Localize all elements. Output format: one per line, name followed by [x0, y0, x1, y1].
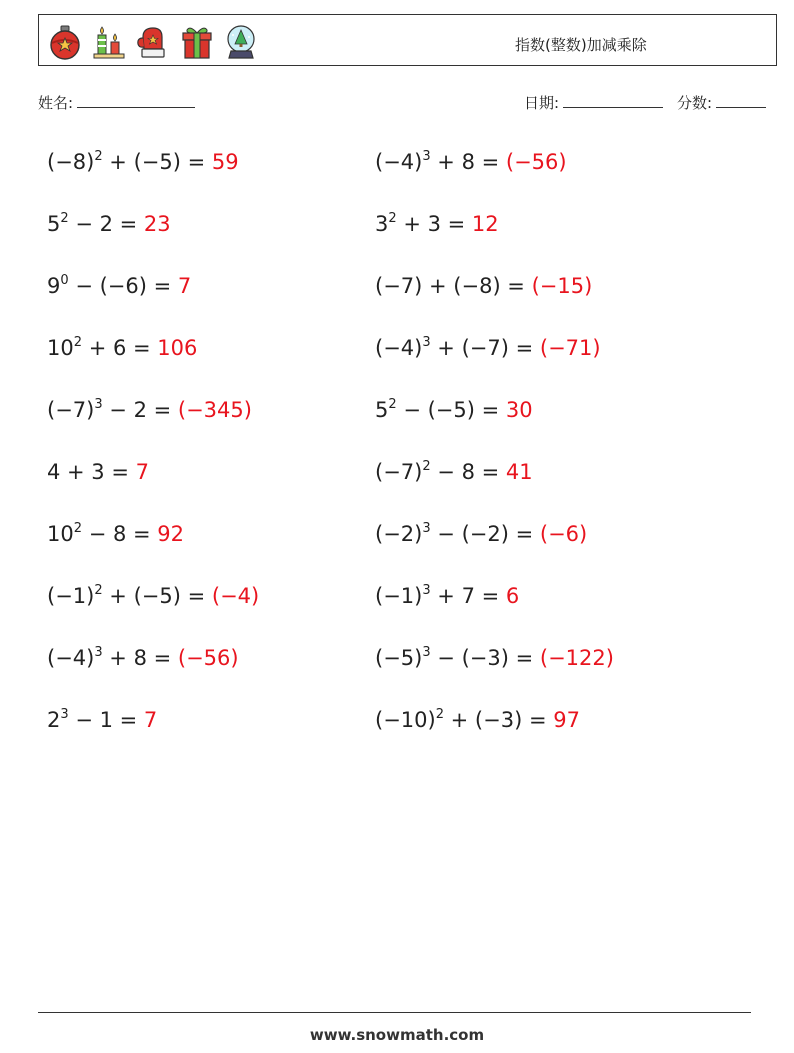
problem-row	[47, 698, 727, 760]
problem-row	[47, 450, 727, 512]
exponent: 0	[60, 273, 69, 288]
exponent: 2	[94, 149, 103, 164]
expression-text: − 8 =	[82, 522, 158, 546]
exponent: 2	[435, 707, 444, 722]
problem	[47, 326, 197, 370]
expression-text: 3	[375, 212, 389, 236]
expression-text: 5	[47, 212, 61, 236]
date-blank[interactable]	[563, 93, 663, 108]
expression-text: + 8 =	[430, 150, 506, 174]
exponent: 3	[422, 335, 431, 350]
expression-text: (−7)	[375, 460, 423, 484]
problem	[375, 388, 533, 432]
problem	[375, 202, 499, 246]
expression-text: 4 + 3 =	[47, 460, 136, 484]
problem-grid	[47, 140, 727, 760]
expression-text: + 7 =	[430, 584, 506, 608]
problem-row	[47, 202, 727, 264]
exponent: 2	[422, 459, 431, 474]
answer: 30	[505, 398, 533, 422]
answer: 12	[471, 212, 499, 236]
answer: 41	[505, 460, 533, 484]
footer-website: www.snowmath.com	[309, 1026, 485, 1044]
score-field	[677, 92, 766, 113]
expression-text: (−5)	[375, 646, 423, 670]
expression-text: (−4)	[375, 336, 423, 360]
answer: 7	[143, 708, 158, 732]
answer: 23	[143, 212, 171, 236]
exponent: 3	[60, 707, 69, 722]
problem	[47, 636, 239, 680]
expression-text: (−2)	[375, 522, 423, 546]
expression-text: + 6 =	[82, 336, 158, 360]
problem	[47, 574, 259, 618]
problem	[47, 512, 184, 556]
problem-row	[47, 636, 727, 698]
answer: (−71)	[539, 336, 601, 360]
expression-text: + 3 =	[396, 212, 472, 236]
exponent: 3	[94, 645, 103, 660]
answer: (−4)	[211, 584, 260, 608]
problem	[375, 698, 580, 742]
date-field	[524, 92, 663, 113]
exponent: 3	[422, 149, 431, 164]
exponent: 3	[422, 645, 431, 660]
expression-text: (−1)	[375, 584, 423, 608]
expression-text: (−7) + (−8) =	[375, 274, 532, 298]
answer: (−345)	[177, 398, 252, 422]
answer: (−6)	[539, 522, 588, 546]
expression-text: 2	[47, 708, 61, 732]
expression-text: 5	[375, 398, 389, 422]
problem-row	[47, 388, 727, 450]
expression-text: − 2 =	[68, 212, 144, 236]
worksheet-title: 指数(整数)加减乘除	[515, 36, 647, 54]
problem	[375, 264, 592, 308]
problem	[47, 202, 171, 246]
name-blank[interactable]	[77, 93, 195, 108]
answer: 7	[177, 274, 192, 298]
expression-text: (−1)	[47, 584, 95, 608]
answer: (−122)	[539, 646, 614, 670]
answer: 7	[135, 460, 149, 484]
problem	[375, 140, 567, 184]
mitten-icon	[134, 23, 172, 61]
exponent: 2	[73, 521, 83, 536]
name-field	[38, 92, 195, 113]
exponent: 3	[422, 521, 431, 536]
expression-text: (−8)	[47, 150, 95, 174]
expression-text: (−7)	[47, 398, 95, 422]
problem	[47, 140, 239, 184]
problem	[47, 264, 191, 308]
problem-row	[47, 326, 727, 388]
expression-text: − (−2) =	[430, 522, 540, 546]
score-blank[interactable]	[716, 93, 766, 108]
expression-text: − 1 =	[68, 708, 144, 732]
answer: (−15)	[531, 274, 593, 298]
expression-text: + (−3) =	[443, 708, 554, 732]
expression-text: + (−7) =	[430, 336, 540, 360]
expression-text: 9	[47, 274, 61, 298]
expression-text: + 8 =	[102, 646, 178, 670]
footer-divider	[38, 1012, 751, 1013]
problem	[47, 388, 252, 432]
answer: 92	[157, 522, 185, 546]
exponent: 2	[388, 211, 397, 226]
problem	[375, 512, 587, 556]
candles-icon	[90, 23, 128, 61]
answer: 106	[157, 336, 198, 360]
answer: 97	[553, 708, 580, 732]
answer: (−56)	[177, 646, 239, 670]
score-label: 分数:	[677, 94, 713, 112]
exponent: 2	[94, 583, 103, 598]
answer: 6	[505, 584, 520, 608]
christmas-ornament-icon	[46, 23, 84, 61]
problem	[375, 326, 601, 370]
problem	[47, 698, 157, 742]
problem	[375, 450, 533, 494]
header-icons	[46, 23, 260, 61]
answer: 59	[211, 150, 239, 174]
answer: (−56)	[505, 150, 567, 174]
expression-text: + (−5) =	[102, 584, 212, 608]
expression-text: − (−3) =	[430, 646, 540, 670]
exponent: 3	[422, 583, 431, 598]
exponent: 3	[94, 397, 103, 412]
expression-text: − 2 =	[102, 398, 178, 422]
expression-text: + (−5) =	[102, 150, 212, 174]
problem-row	[47, 574, 727, 636]
gift-box-icon	[178, 23, 216, 61]
expression-text: − 8 =	[430, 460, 506, 484]
name-label: 姓名:	[38, 94, 74, 112]
exponent: 2	[388, 397, 397, 412]
exponent: 2	[73, 335, 83, 350]
expression-text: − (−5) =	[396, 398, 506, 422]
problem-row	[47, 140, 727, 202]
expression-text: 10	[47, 522, 74, 546]
date-label: 日期:	[524, 94, 560, 112]
problem	[47, 450, 149, 494]
worksheet-header	[38, 14, 777, 66]
problem	[375, 574, 519, 618]
problem-row	[47, 512, 727, 574]
expression-text: (−10)	[375, 708, 436, 732]
snow-globe-icon	[222, 23, 260, 61]
exponent: 2	[60, 211, 69, 226]
expression-text: (−4)	[47, 646, 95, 670]
problem	[375, 636, 614, 680]
expression-text: − (−6) =	[68, 274, 178, 298]
problem-row	[47, 264, 727, 326]
expression-text: (−4)	[375, 150, 423, 174]
expression-text: 10	[47, 336, 74, 360]
